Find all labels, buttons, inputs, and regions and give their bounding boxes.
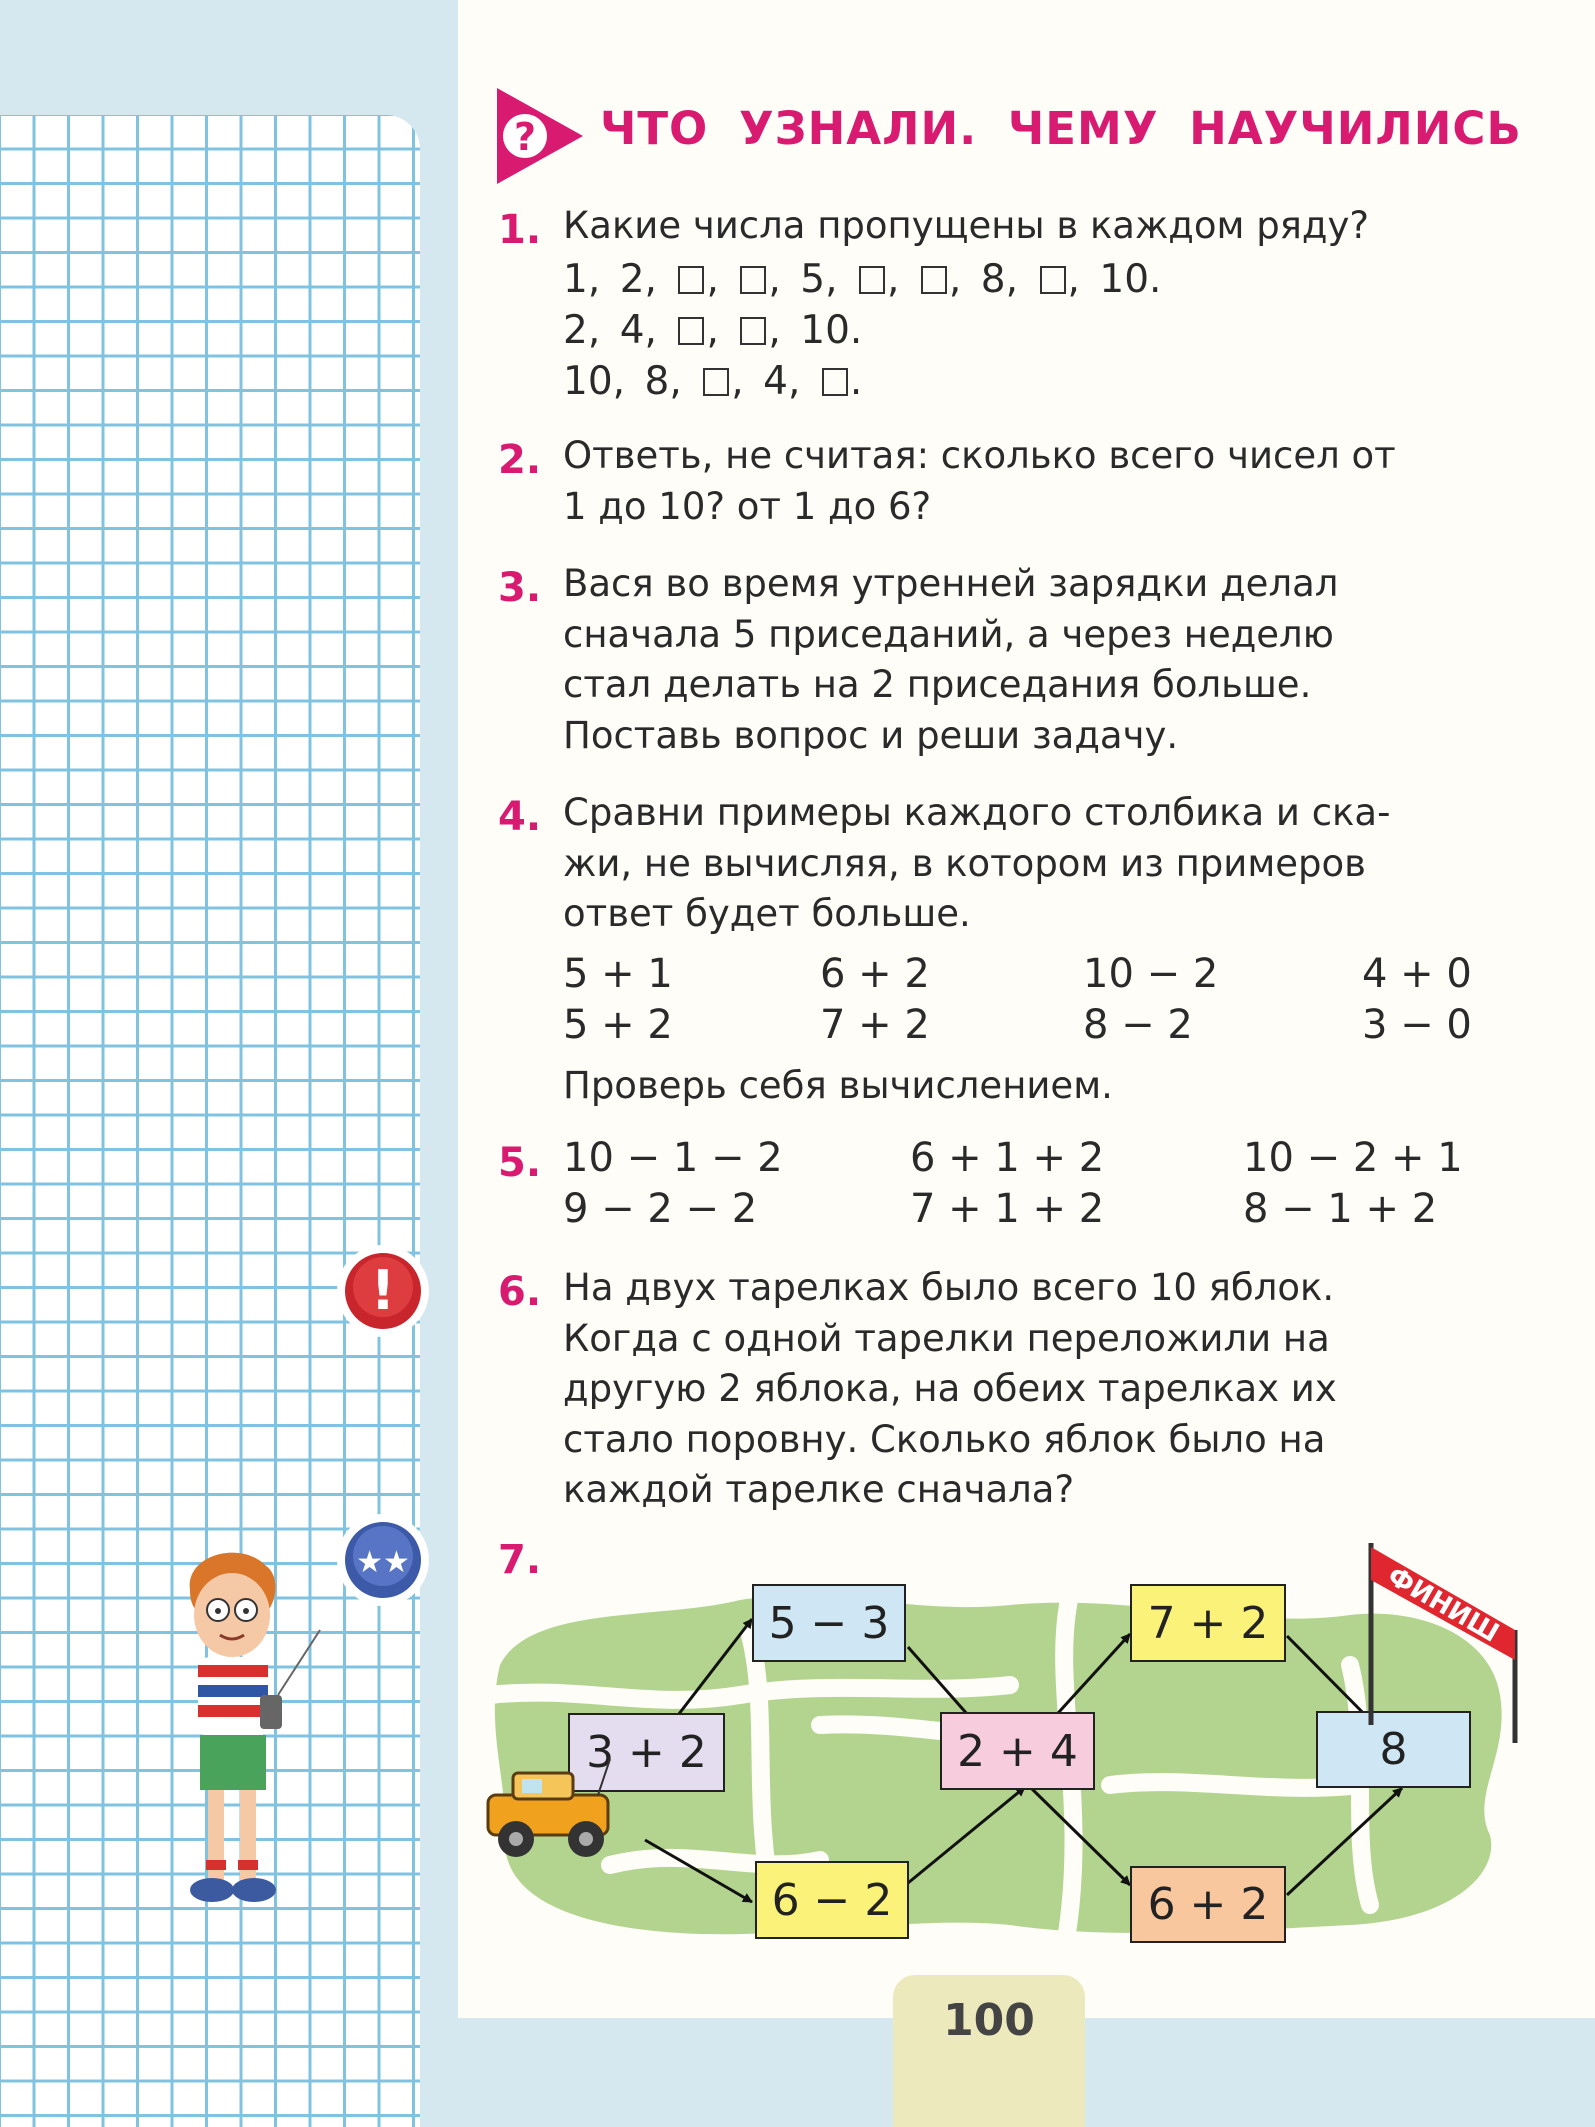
sequence-token: , <box>701 359 763 404</box>
task-5-expr: 6 + 1 + 2 <box>910 1135 1105 1181</box>
sequence-token: 1, <box>563 257 620 302</box>
page-number: 100 <box>893 1975 1085 2127</box>
task-5-expr: 7 + 1 + 2 <box>910 1186 1105 1232</box>
route-node-start: 3 + 2 <box>568 1713 725 1792</box>
sequence-token: , <box>857 257 919 302</box>
task-2-number: 2. <box>498 437 542 483</box>
sequence-token: , <box>919 257 981 302</box>
task-1-text: Какие числа пропущены в каждом ряду? <box>563 204 1370 247</box>
sequence-token: 8, <box>980 257 1038 302</box>
boy-illustration <box>170 1545 330 1935</box>
sequence-token: 10. <box>800 308 863 353</box>
task-5-expr: 9 − 2 − 2 <box>563 1186 758 1232</box>
sequence-token: , <box>676 308 738 353</box>
sequence-token: , <box>1038 257 1100 302</box>
task-4-expr: 8 − 2 <box>1083 1002 1193 1048</box>
task-4-expr: 7 + 2 <box>820 1002 930 1048</box>
task-5-expr: 10 − 2 + 1 <box>1243 1135 1463 1181</box>
sequence-token: , <box>738 257 800 302</box>
task-4-expr: 3 − 0 <box>1362 1002 1472 1048</box>
task-7-number: 7. <box>498 1537 542 1583</box>
sequence-token: 4, <box>619 308 677 353</box>
task-4-expr: 5 + 1 <box>563 951 673 997</box>
task-1-number: 1. <box>498 207 542 253</box>
sequence-token: 10, <box>563 359 645 404</box>
task-3-number: 3. <box>498 565 542 611</box>
task-5-expr: 10 − 1 − 2 <box>563 1135 783 1181</box>
task-4-expr: 6 + 2 <box>820 951 930 997</box>
task-4-expr: 4 + 0 <box>1362 951 1472 997</box>
task-4-number: 4. <box>498 794 542 840</box>
task-4-expr: 5 + 2 <box>563 1002 673 1048</box>
route-node-finish: 8 <box>1316 1711 1471 1788</box>
sequence-token: . <box>820 359 862 404</box>
heading-icon-glyph: ? <box>513 115 537 159</box>
route-node-middle: 2 + 4 <box>940 1712 1095 1790</box>
sequence-token: 4, <box>763 359 820 404</box>
arrow <box>908 1787 1025 1883</box>
route-node-top-2: 7 + 2 <box>1130 1584 1286 1662</box>
arrow <box>1030 1787 1130 1885</box>
sequence-token: , <box>738 308 800 353</box>
route-node-bottom-2: 6 + 2 <box>1130 1866 1286 1943</box>
task-6-number: 6. <box>498 1269 542 1315</box>
task-4-text: Сравни примеры каждого столбика и ска- жи, не вычисляя, в котором из примеров ответ будет больше. <box>563 791 1391 935</box>
sequence-token: , <box>676 257 738 302</box>
route-node-top-1: 5 − 3 <box>752 1584 906 1662</box>
task-4-footer: Проверь себя вычислением. <box>563 1064 1113 1107</box>
task-2-text: Ответь, не считая: сколько всего чисел от 1 до 10? от 1 до 6? <box>563 434 1396 528</box>
sequence-token: 8, <box>644 359 702 404</box>
task-5-expr: 8 − 1 + 2 <box>1243 1186 1438 1232</box>
task-6-text: На двух тарелках было всего 10 яблок. Когда с одной тарелки переложили на другую 2 яблока, на обеих тарелках их стало поровну. Сколько яблок было на каждой тарелке сначала? <box>563 1266 1337 1511</box>
task-5-number: 5. <box>498 1140 542 1186</box>
toy-jeep-illustration <box>478 1755 628 1865</box>
arrow <box>645 1840 752 1902</box>
finish-flag <box>1355 1535 1525 1745</box>
finish-label: ФИНИШ <box>1382 1561 1504 1649</box>
task-4-expr: 10 − 2 <box>1083 951 1219 997</box>
section-heading: ЧТО УЗНАЛИ. ЧЕМУ НАУЧИЛИСЬ <box>600 102 1522 155</box>
stars-icon: ★★ <box>356 1545 410 1580</box>
sequence-token: 2, <box>619 257 677 302</box>
sequence-token: 10. <box>1099 257 1162 302</box>
sequence-token: 2, <box>563 308 620 353</box>
task-3-text: Вася во время утренней зарядки делал сначала 5 приседаний, а через неделю стал делать на 2 приседания больше. Поставь вопрос и реши задачу. <box>563 562 1339 757</box>
exclamation-icon: ! <box>370 1259 396 1322</box>
sequence-token: 5, <box>800 257 857 302</box>
route-node-bottom-1: 6 − 2 <box>755 1861 909 1939</box>
arrow <box>1287 1788 1402 1895</box>
